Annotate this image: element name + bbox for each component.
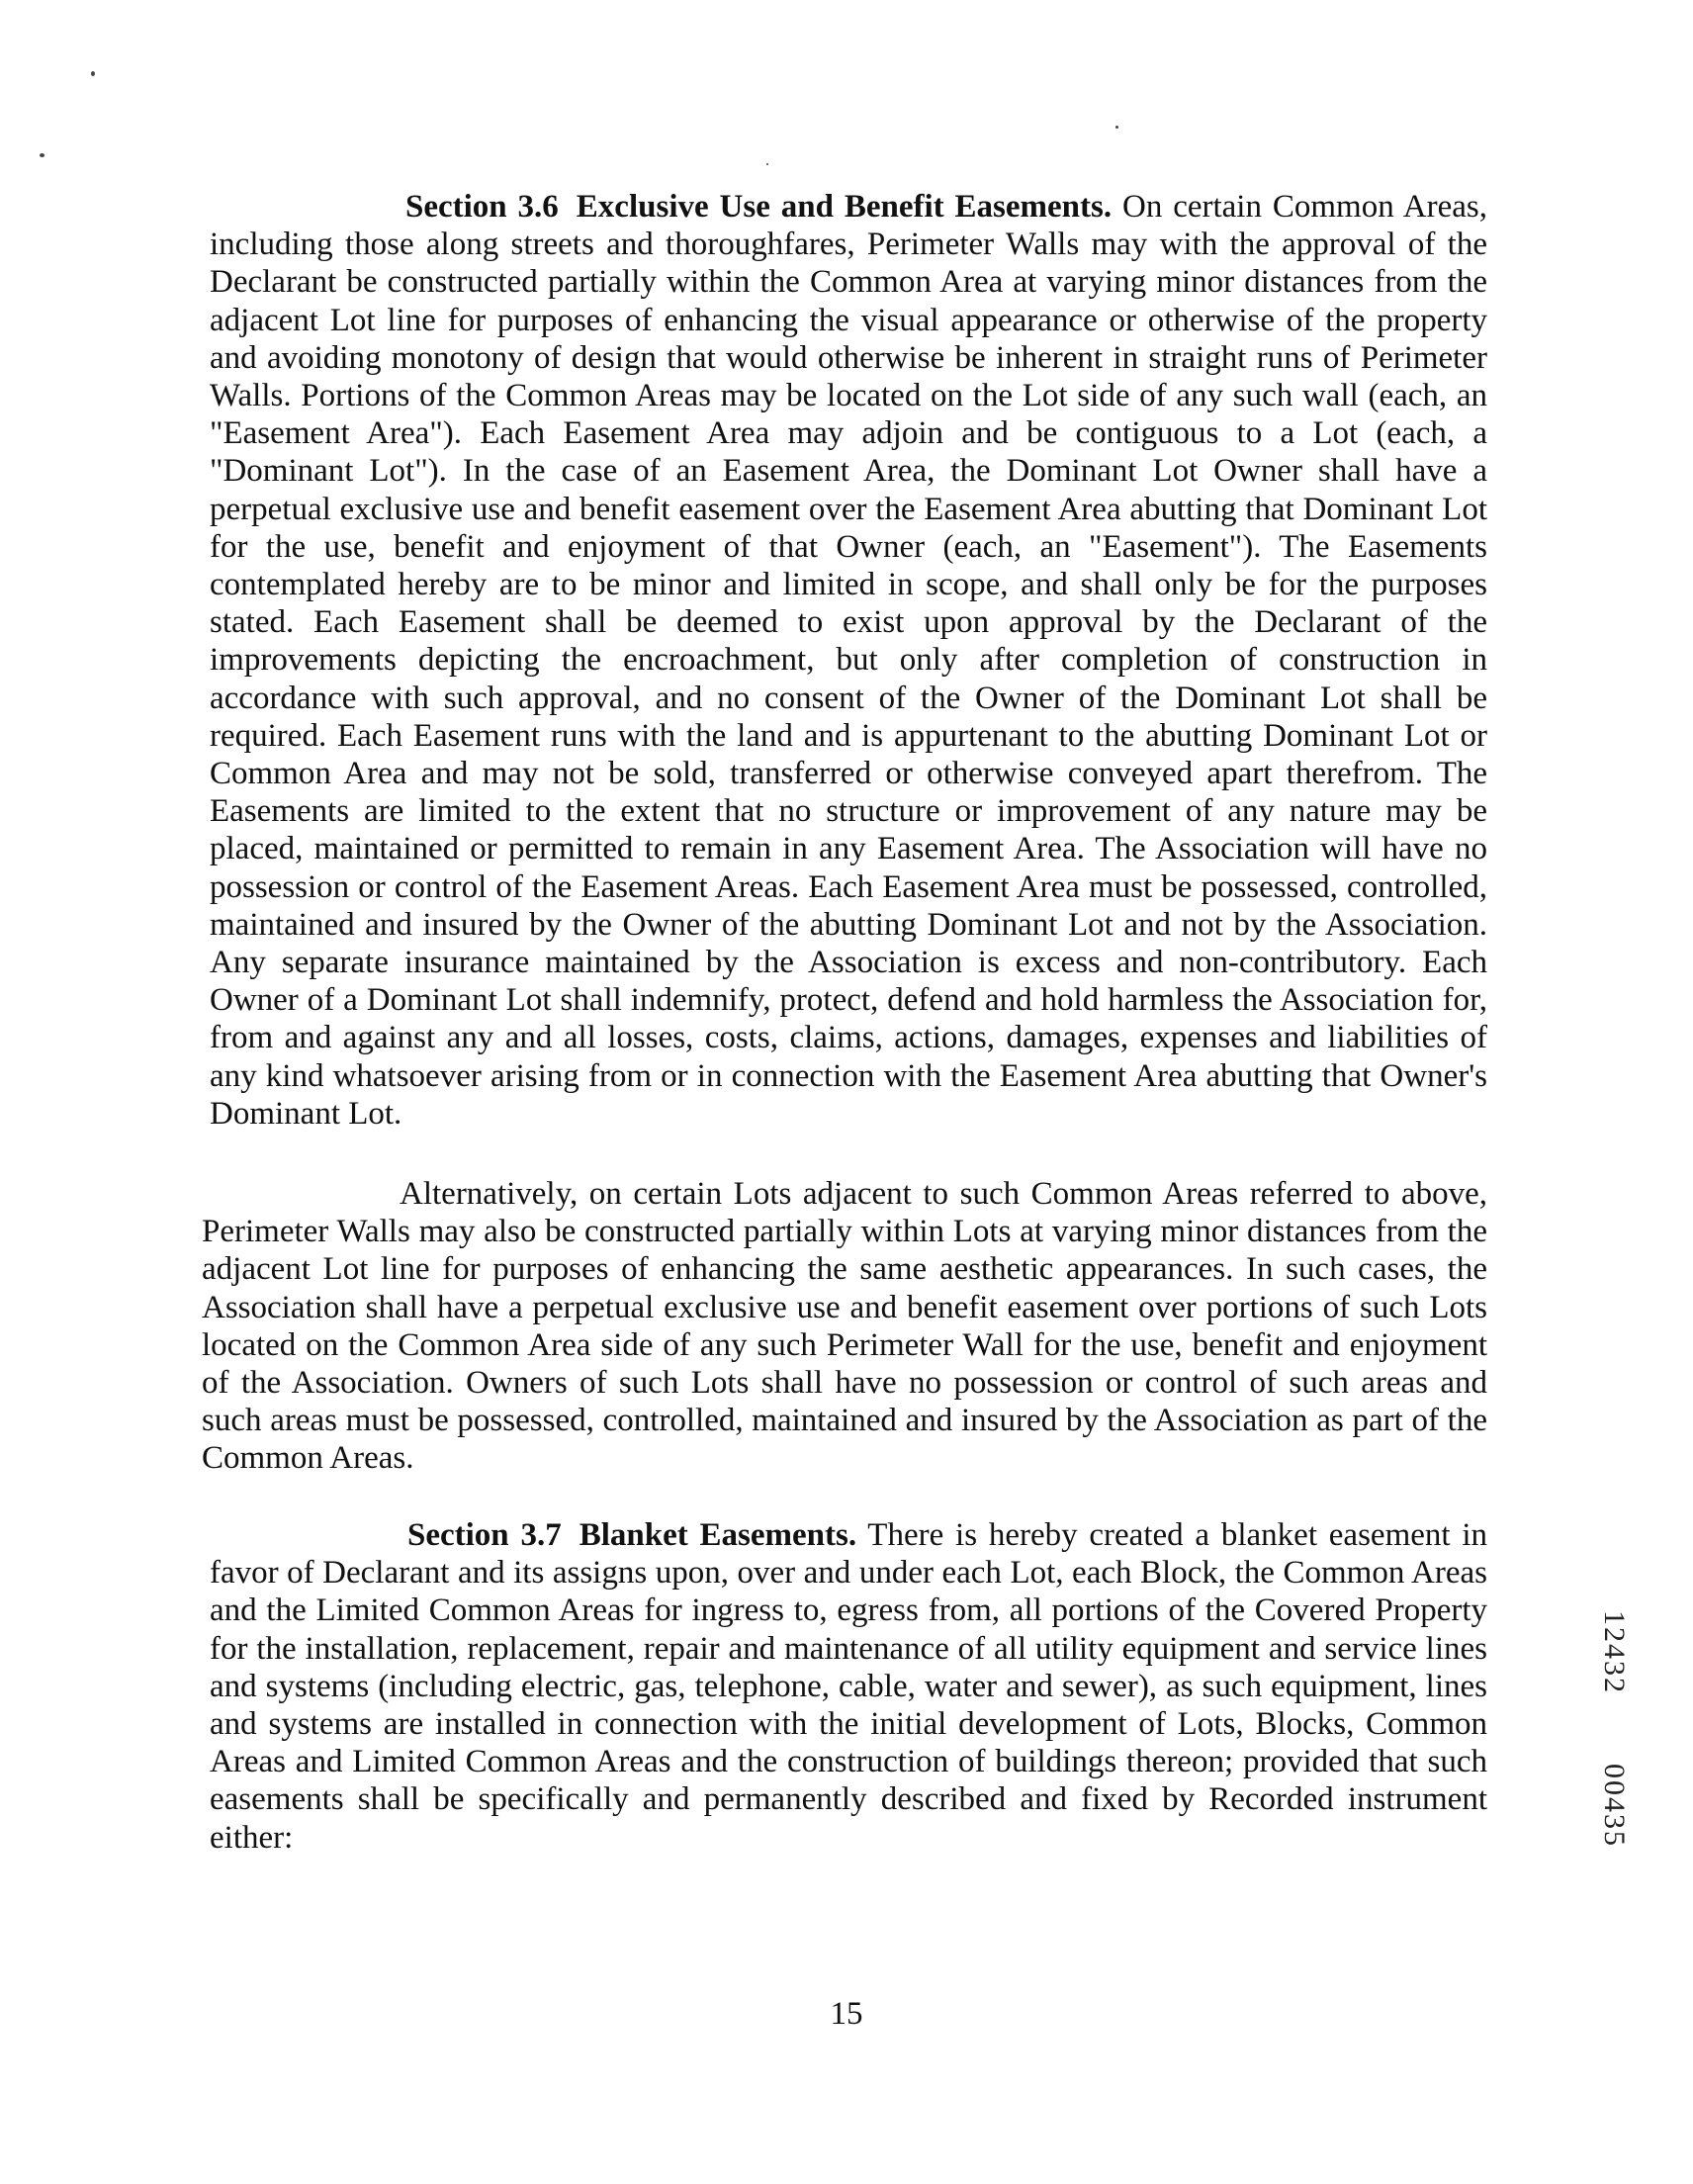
scan-speck — [40, 153, 45, 157]
section-3-7-title: Blanket Easements. — [579, 1517, 857, 1553]
section-3-7-body: There is hereby created a blanket easement in favor of Declarant and its assigns upon, over and under each Lot, each Block, the Common Areas and the Limited Common Areas for ingress to, egress from, all portions of the Covered Property for the installation, replacement, repair and maintenance of all utility equipment and service lines and systems (including electric, gas, telephone, cable, water and sewer), as such equipment, lines and systems are installed in connection with the initial development of Lots, Blocks, Common Areas and Limited Common Areas and the construction of buildings thereon; provided that such easements shall be specifically and permanently described and fixed by Recorded instrument either: — [210, 1517, 1488, 1856]
recording-stamp-book: 12432 — [1597, 1609, 1631, 1694]
scan-speck — [91, 71, 95, 76]
alternatively-paragraph — [202, 1175, 1487, 1478]
section-3-6-body: On certain Common Areas, including those along streets and thoroughfares, Perimeter Walls may with the approval of the Declarant be constructed partially within the Common Area at varying minor distances from the adjacent Lot line for purposes of enhancing the visual appearance or otherwise of the property and avoiding monotony of design that would otherwise be inherent in straight runs of Perimeter Walls. Portions of the Common Areas may be located on the Lot side of any such wall (each, an "Easement Area"). Each Easement Area may adjoin and be contiguous to a Lot (each, a "Dominant Lot"). In the case of an Easement Area, the Dominant Lot Owner shall have a perpetual exclusive use and benefit easement over the Easement Area abutting that Dominant Lot for the use, benefit and enjoyment of that Owner (each, an "Easement"). The Easements contemplated hereby are to be minor and limited in scope, and shall only be for the purposes stated. Each Easement shall be deemed to exist upon approval by the Declarant of the improvements depicting the encroachment, but only after completion of construction in accordance with such approval, and no consent of the Owner of the Dominant Lot shall be required. Each Easement runs with the land and is appurtenant to the abutting Dominant Lot or Common Area and may not be sold, transferred or otherwise conveyed apart therefrom. The Easements are limited to the extent that no structure or improvement of any nature may be placed, maintained or permitted to remain in any Easement Area. The Association will have no possession or control of the Easement Areas. Each Easement Area must be possessed, controlled, maintained and insured by the Owner of the abutting Dominant Lot and not by the Association. Any separate insurance maintained by the Association is excess and non-contributory. Each Owner of a Dominant Lot shall indemnify, protect, defend and hold harmless the Association for, from and against any and all losses, costs, claims, actions, damages, expenses and liabilities of any kind whatsoever arising from or in connection with the Easement Area abutting that Owner's Dominant Lot. — [210, 189, 1487, 1132]
section-3-7-paragraph — [210, 1516, 1487, 1857]
section-3-6-paragraph — [210, 188, 1487, 1133]
scan-speck — [1115, 126, 1118, 129]
section-3-7-number: Section 3.7 — [407, 1517, 562, 1553]
recording-stamp — [1594, 1588, 1634, 1865]
section-3-6-title: Exclusive Use and Benefit Easements. — [576, 189, 1113, 225]
section-3-6-number: Section 3.6 — [405, 189, 559, 225]
alternatively-body: Alternatively, on certain Lots adjacent to such Common Areas referred to above, Perimeter Walls may also be constructed partially within Lots at varying minor distances from the adjacent Lot line for purposes of enhancing the same aesthetic appearances. In such cases, the Association shall have a perpetual exclusive use and benefit easement over portions of such Lots located on the Common Area side of any such Perimeter Wall for the use, benefit and enjoyment of the Association. Owners of such Lots shall have no possession or control of such areas and such areas must be possessed, controlled, maintained and insured by the Association as part of the Common Areas. — [202, 1176, 1487, 1477]
scan-speck — [766, 163, 768, 165]
recording-stamp-page: 00435 — [1597, 1763, 1631, 1848]
page-number: 15 — [830, 1996, 863, 2032]
